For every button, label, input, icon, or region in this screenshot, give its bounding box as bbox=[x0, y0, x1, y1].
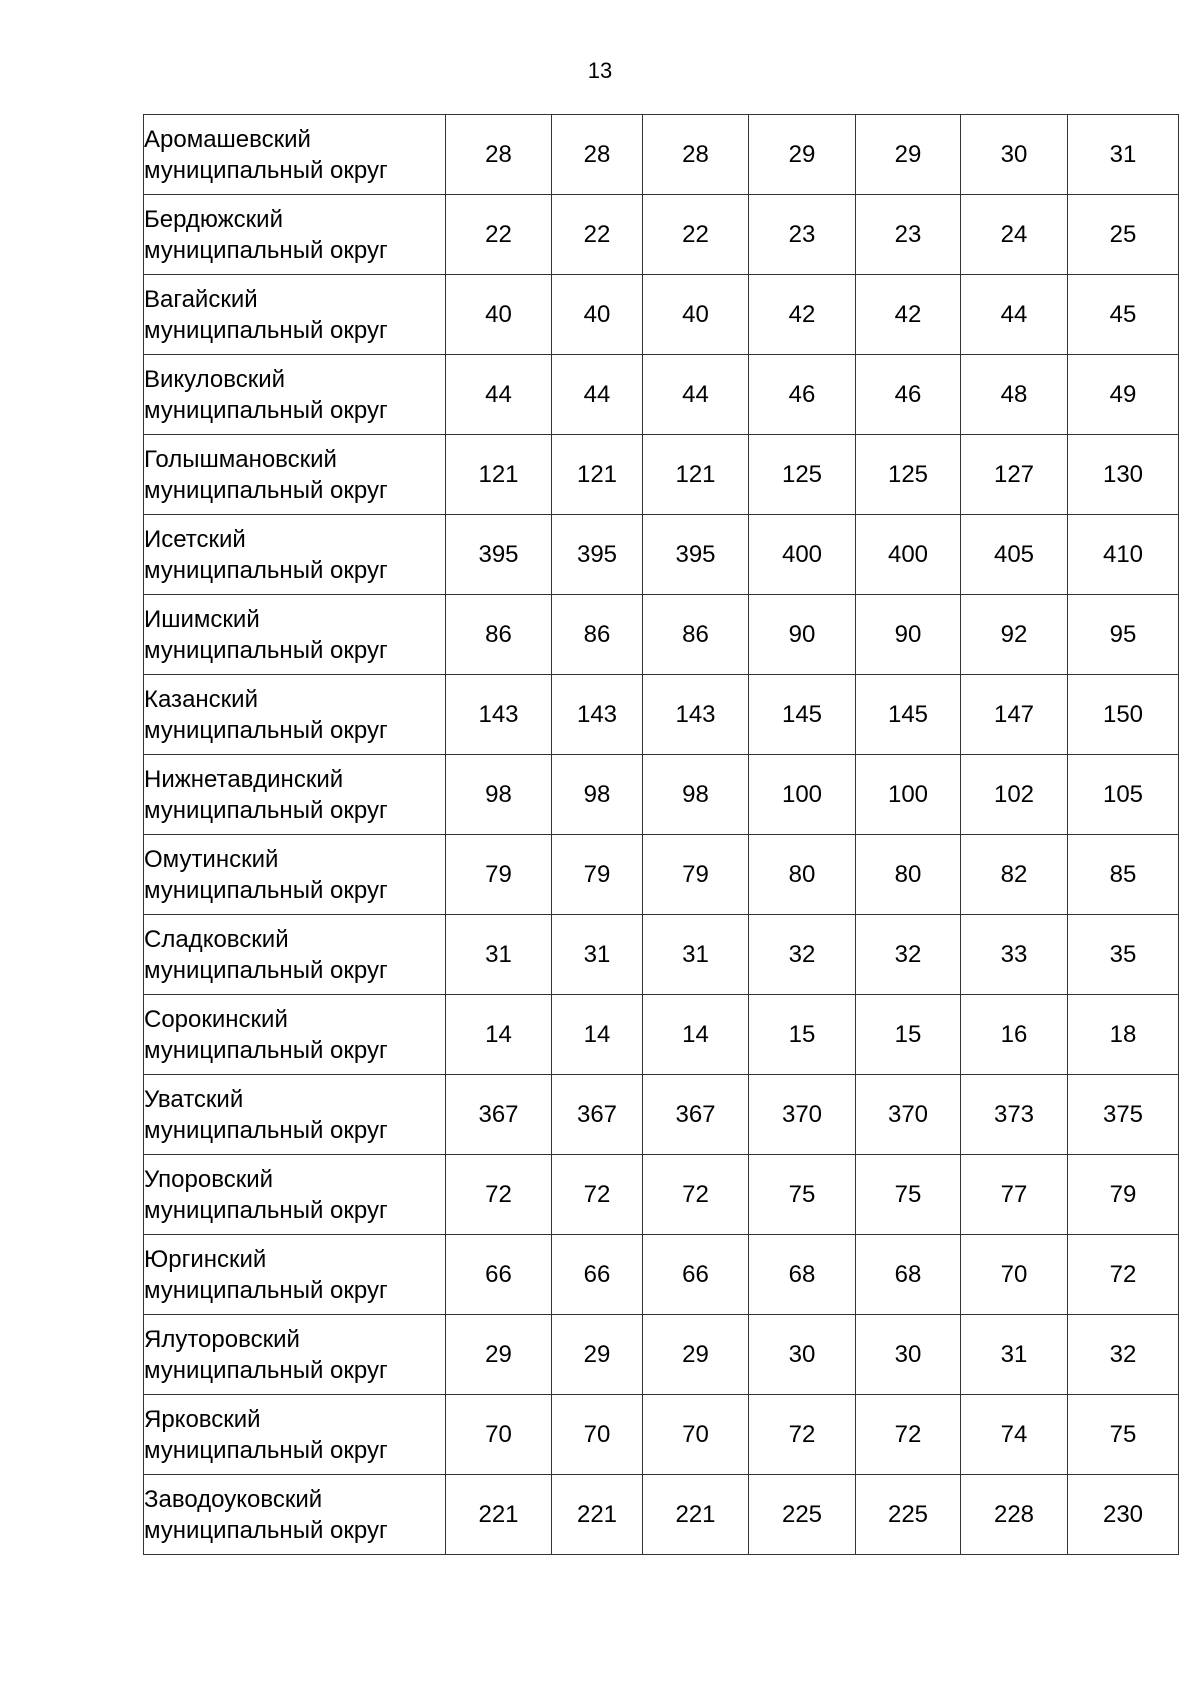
value-cell: 79 bbox=[446, 835, 552, 915]
value-cell: 395 bbox=[643, 515, 749, 595]
value-cell: 98 bbox=[643, 755, 749, 835]
district-name-line1: Аромашевский bbox=[144, 125, 311, 153]
value-cell: 410 bbox=[1068, 515, 1179, 595]
value-cell: 30 bbox=[961, 115, 1068, 195]
value-cell: 66 bbox=[552, 1235, 643, 1315]
district-name-line2: муниципальный округ bbox=[144, 1356, 388, 1384]
value-cell: 29 bbox=[749, 115, 856, 195]
value-cell: 80 bbox=[749, 835, 856, 915]
district-name-cell bbox=[144, 1235, 446, 1315]
table-row bbox=[144, 355, 1179, 435]
value-cell: 25 bbox=[1068, 195, 1179, 275]
value-cell: 147 bbox=[961, 675, 1068, 755]
district-name-line2: муниципальный округ bbox=[144, 716, 388, 744]
value-cell: 68 bbox=[856, 1235, 961, 1315]
value-cell: 92 bbox=[961, 595, 1068, 675]
value-cell: 31 bbox=[643, 915, 749, 995]
value-cell: 145 bbox=[856, 675, 961, 755]
value-cell: 102 bbox=[961, 755, 1068, 835]
value-cell: 22 bbox=[552, 195, 643, 275]
district-name-cell bbox=[144, 1155, 446, 1235]
value-cell: 95 bbox=[1068, 595, 1179, 675]
value-cell: 74 bbox=[961, 1395, 1068, 1475]
value-cell: 42 bbox=[749, 275, 856, 355]
value-cell: 68 bbox=[749, 1235, 856, 1315]
value-cell: 31 bbox=[446, 915, 552, 995]
district-name-cell bbox=[144, 275, 446, 355]
value-cell: 228 bbox=[961, 1475, 1068, 1555]
value-cell: 40 bbox=[643, 275, 749, 355]
value-cell: 72 bbox=[749, 1395, 856, 1475]
district-name-line1: Упоровский bbox=[144, 1165, 273, 1193]
district-name-line1: Нижнетавдинский bbox=[144, 765, 344, 793]
value-cell: 24 bbox=[961, 195, 1068, 275]
district-name-line2: муниципальный округ bbox=[144, 316, 388, 344]
value-cell: 127 bbox=[961, 435, 1068, 515]
value-cell: 42 bbox=[856, 275, 961, 355]
value-cell: 35 bbox=[1068, 915, 1179, 995]
value-cell: 32 bbox=[1068, 1315, 1179, 1395]
value-cell: 75 bbox=[749, 1155, 856, 1235]
value-cell: 28 bbox=[446, 115, 552, 195]
district-name-line2: муниципальный округ bbox=[144, 556, 388, 584]
value-cell: 225 bbox=[749, 1475, 856, 1555]
value-cell: 40 bbox=[552, 275, 643, 355]
value-cell: 143 bbox=[446, 675, 552, 755]
value-cell: 373 bbox=[961, 1075, 1068, 1155]
district-name-line2: муниципальный округ bbox=[144, 396, 388, 424]
value-cell: 105 bbox=[1068, 755, 1179, 835]
value-cell: 143 bbox=[643, 675, 749, 755]
value-cell: 82 bbox=[961, 835, 1068, 915]
value-cell: 70 bbox=[446, 1395, 552, 1475]
district-name-cell bbox=[144, 995, 446, 1075]
district-name-line1: Ярковский bbox=[144, 1405, 261, 1433]
value-cell: 98 bbox=[552, 755, 643, 835]
district-name-line2: муниципальный округ bbox=[144, 1276, 388, 1304]
district-name-cell bbox=[144, 115, 446, 195]
value-cell: 221 bbox=[643, 1475, 749, 1555]
district-name-line2: муниципальный округ bbox=[144, 236, 388, 264]
district-name-line1: Омутинский bbox=[144, 845, 279, 873]
table-row bbox=[144, 1235, 1179, 1315]
value-cell: 44 bbox=[446, 355, 552, 435]
value-cell: 150 bbox=[1068, 675, 1179, 755]
value-cell: 66 bbox=[446, 1235, 552, 1315]
district-name-cell bbox=[144, 1475, 446, 1555]
value-cell: 46 bbox=[856, 355, 961, 435]
value-cell: 29 bbox=[446, 1315, 552, 1395]
value-cell: 23 bbox=[856, 195, 961, 275]
district-name-line1: Уватский bbox=[144, 1085, 244, 1113]
table-row bbox=[144, 115, 1179, 195]
table-row bbox=[144, 275, 1179, 355]
value-cell: 400 bbox=[856, 515, 961, 595]
district-name-cell bbox=[144, 195, 446, 275]
value-cell: 86 bbox=[446, 595, 552, 675]
district-name-line2: муниципальный округ bbox=[144, 876, 388, 904]
district-name-cell bbox=[144, 755, 446, 835]
value-cell: 395 bbox=[552, 515, 643, 595]
value-cell: 75 bbox=[1068, 1395, 1179, 1475]
value-cell: 32 bbox=[856, 915, 961, 995]
value-cell: 29 bbox=[552, 1315, 643, 1395]
district-name-cell bbox=[144, 1075, 446, 1155]
value-cell: 30 bbox=[749, 1315, 856, 1395]
value-cell: 22 bbox=[643, 195, 749, 275]
value-cell: 14 bbox=[446, 995, 552, 1075]
district-name-line2: муниципальный округ bbox=[144, 956, 388, 984]
district-name-line1: Ишимский bbox=[144, 605, 260, 633]
value-cell: 48 bbox=[961, 355, 1068, 435]
table-body bbox=[144, 115, 1179, 1555]
value-cell: 130 bbox=[1068, 435, 1179, 515]
table-row bbox=[144, 1475, 1179, 1555]
value-cell: 70 bbox=[552, 1395, 643, 1475]
value-cell: 28 bbox=[643, 115, 749, 195]
district-name-line1: Бердюжский bbox=[144, 205, 283, 233]
value-cell: 79 bbox=[643, 835, 749, 915]
value-cell: 221 bbox=[552, 1475, 643, 1555]
value-cell: 66 bbox=[643, 1235, 749, 1315]
value-cell: 367 bbox=[552, 1075, 643, 1155]
value-cell: 45 bbox=[1068, 275, 1179, 355]
value-cell: 230 bbox=[1068, 1475, 1179, 1555]
value-cell: 30 bbox=[856, 1315, 961, 1395]
value-cell: 86 bbox=[643, 595, 749, 675]
district-name-line2: муниципальный округ bbox=[144, 476, 388, 504]
value-cell: 72 bbox=[856, 1395, 961, 1475]
value-cell: 125 bbox=[856, 435, 961, 515]
value-cell: 90 bbox=[856, 595, 961, 675]
value-cell: 370 bbox=[749, 1075, 856, 1155]
value-cell: 31 bbox=[552, 915, 643, 995]
district-name-line2: муниципальный округ bbox=[144, 1196, 388, 1224]
value-cell: 72 bbox=[1068, 1235, 1179, 1315]
value-cell: 40 bbox=[446, 275, 552, 355]
value-cell: 14 bbox=[552, 995, 643, 1075]
district-name-line1: Сорокинский bbox=[144, 1005, 288, 1033]
value-cell: 72 bbox=[446, 1155, 552, 1235]
table-row bbox=[144, 515, 1179, 595]
value-cell: 125 bbox=[749, 435, 856, 515]
table-row bbox=[144, 675, 1179, 755]
district-name-line2: муниципальный округ bbox=[144, 1036, 388, 1064]
value-cell: 75 bbox=[856, 1155, 961, 1235]
value-cell: 15 bbox=[749, 995, 856, 1075]
district-name-cell bbox=[144, 355, 446, 435]
table-row bbox=[144, 1155, 1179, 1235]
value-cell: 85 bbox=[1068, 835, 1179, 915]
value-cell: 23 bbox=[749, 195, 856, 275]
district-name-line2: муниципальный округ bbox=[144, 1116, 388, 1144]
district-name-line2: муниципальный округ bbox=[144, 1436, 388, 1464]
district-name-line1: Казанский bbox=[144, 685, 258, 713]
value-cell: 400 bbox=[749, 515, 856, 595]
value-cell: 28 bbox=[552, 115, 643, 195]
district-name-line1: Заводоуковский bbox=[144, 1485, 323, 1513]
value-cell: 100 bbox=[856, 755, 961, 835]
value-cell: 49 bbox=[1068, 355, 1179, 435]
value-cell: 70 bbox=[961, 1235, 1068, 1315]
district-name-line1: Юргинский bbox=[144, 1245, 267, 1273]
table-row bbox=[144, 1315, 1179, 1395]
value-cell: 15 bbox=[856, 995, 961, 1075]
table-row bbox=[144, 435, 1179, 515]
district-name-line2: муниципальный округ bbox=[144, 636, 388, 664]
district-name-line1: Исетский bbox=[144, 525, 246, 553]
value-cell: 18 bbox=[1068, 995, 1179, 1075]
value-cell: 79 bbox=[552, 835, 643, 915]
value-cell: 29 bbox=[856, 115, 961, 195]
value-cell: 405 bbox=[961, 515, 1068, 595]
district-name-line1: Сладковский bbox=[144, 925, 289, 953]
district-name-cell bbox=[144, 1315, 446, 1395]
value-cell: 31 bbox=[961, 1315, 1068, 1395]
value-cell: 14 bbox=[643, 995, 749, 1075]
district-name-cell bbox=[144, 675, 446, 755]
value-cell: 367 bbox=[643, 1075, 749, 1155]
value-cell: 395 bbox=[446, 515, 552, 595]
table-row bbox=[144, 1075, 1179, 1155]
value-cell: 145 bbox=[749, 675, 856, 755]
value-cell: 44 bbox=[961, 275, 1068, 355]
table-row bbox=[144, 755, 1179, 835]
value-cell: 375 bbox=[1068, 1075, 1179, 1155]
value-cell: 98 bbox=[446, 755, 552, 835]
district-name-cell bbox=[144, 1395, 446, 1475]
data-table bbox=[143, 114, 1179, 1555]
value-cell: 367 bbox=[446, 1075, 552, 1155]
district-name-cell bbox=[144, 835, 446, 915]
table-row bbox=[144, 595, 1179, 675]
table-row bbox=[144, 835, 1179, 915]
value-cell: 86 bbox=[552, 595, 643, 675]
district-name-line2: муниципальный округ bbox=[144, 796, 388, 824]
table-row bbox=[144, 995, 1179, 1075]
value-cell: 143 bbox=[552, 675, 643, 755]
table-row bbox=[144, 915, 1179, 995]
table-row bbox=[144, 1395, 1179, 1475]
page-number: 13 bbox=[587, 58, 613, 83]
district-name-cell bbox=[144, 515, 446, 595]
value-cell: 33 bbox=[961, 915, 1068, 995]
district-name-line1: Вагайский bbox=[144, 285, 258, 313]
value-cell: 221 bbox=[446, 1475, 552, 1555]
value-cell: 121 bbox=[552, 435, 643, 515]
value-cell: 79 bbox=[1068, 1155, 1179, 1235]
value-cell: 46 bbox=[749, 355, 856, 435]
value-cell: 80 bbox=[856, 835, 961, 915]
district-name-line1: Голышмановский bbox=[144, 445, 337, 473]
value-cell: 44 bbox=[552, 355, 643, 435]
value-cell: 32 bbox=[749, 915, 856, 995]
value-cell: 90 bbox=[749, 595, 856, 675]
value-cell: 77 bbox=[961, 1155, 1068, 1235]
value-cell: 121 bbox=[643, 435, 749, 515]
district-name-line2: муниципальный округ bbox=[144, 1516, 388, 1544]
value-cell: 70 bbox=[643, 1395, 749, 1475]
district-name-line1: Викуловский bbox=[144, 365, 286, 393]
value-cell: 72 bbox=[552, 1155, 643, 1235]
value-cell: 225 bbox=[856, 1475, 961, 1555]
value-cell: 72 bbox=[643, 1155, 749, 1235]
district-name-line1: Ялуторовский bbox=[144, 1325, 300, 1353]
value-cell: 121 bbox=[446, 435, 552, 515]
value-cell: 22 bbox=[446, 195, 552, 275]
table-row bbox=[144, 195, 1179, 275]
value-cell: 100 bbox=[749, 755, 856, 835]
district-name-cell bbox=[144, 595, 446, 675]
value-cell: 44 bbox=[643, 355, 749, 435]
value-cell: 370 bbox=[856, 1075, 961, 1155]
value-cell: 31 bbox=[1068, 115, 1179, 195]
district-name-cell bbox=[144, 915, 446, 995]
district-name-line2: муниципальный округ bbox=[144, 156, 388, 184]
value-cell: 29 bbox=[643, 1315, 749, 1395]
district-name-cell bbox=[144, 435, 446, 515]
value-cell: 16 bbox=[961, 995, 1068, 1075]
